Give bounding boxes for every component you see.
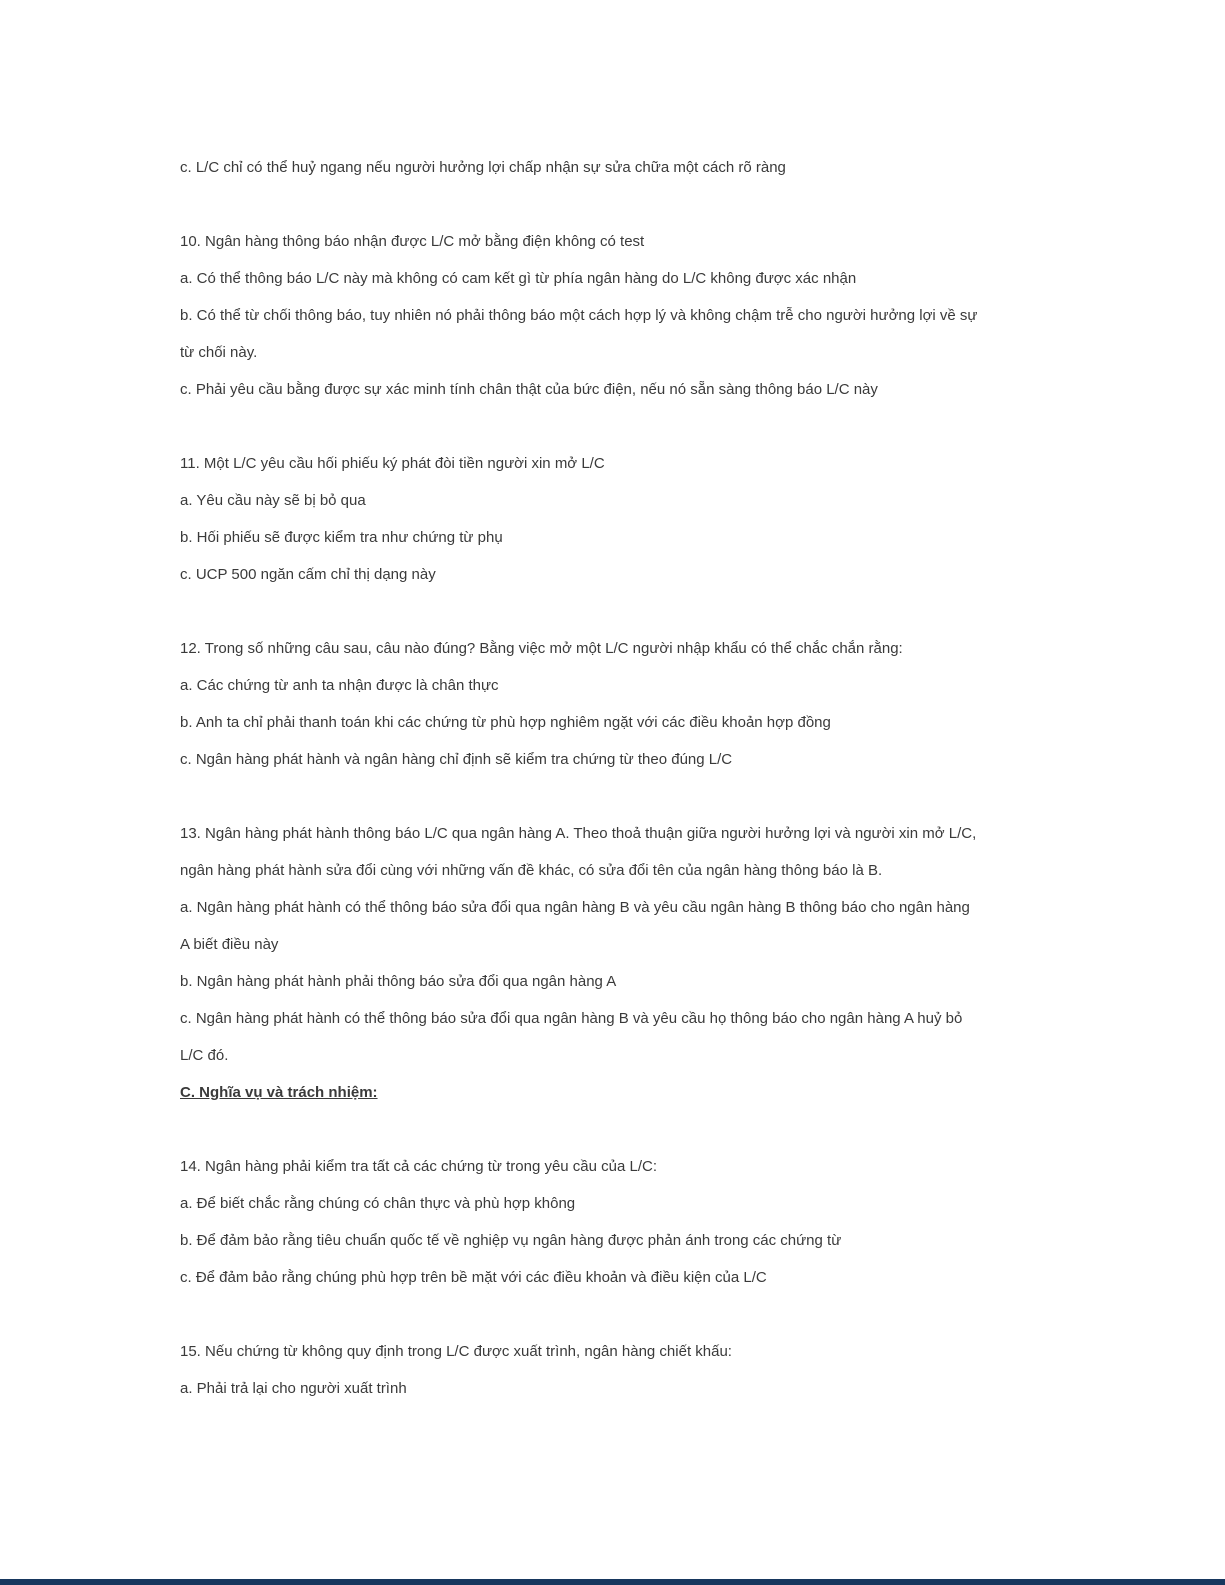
text-line: 15. Nếu chứng từ không quy định trong L/C được xuất trình, ngân hàng chiết khấu:	[180, 1343, 732, 1360]
text-line: c. Phải yêu cầu bằng được sự xác minh tính chân thật của bức điện, nếu nó sẵn sàng thông báo L/C này	[180, 381, 878, 398]
text-line: a. Các chứng từ anh ta nhận được là chân thực	[180, 677, 499, 694]
text-line: 10. Ngân hàng thông báo nhận được L/C mở bằng điện không có test	[180, 233, 645, 250]
text-line: c. Ngân hàng phát hành và ngân hàng chỉ định sẽ kiểm tra chứng từ theo đúng L/C	[180, 751, 733, 768]
text-line: c. L/C chỉ có thể huỷ ngang nếu người hưởng lợi chấp nhận sự sửa chữa một cách rõ ràng	[180, 159, 786, 176]
text-line: 12. Trong số những câu sau, câu nào đúng? Bằng việc mở một L/C người nhập khẩu có thể chắc chắn rằng:	[180, 640, 903, 657]
text-line: b. Anh ta chỉ phải thanh toán khi các chứng từ phù hợp nghiêm ngặt với các điều khoản hợp đồng	[180, 714, 831, 731]
text-line: a. Ngân hàng phát hành có thể thông báo sửa đổi qua ngân hàng B và yêu cầu ngân hàng B thông báo cho ngân hàng	[180, 899, 970, 916]
text-line: từ chối này.	[180, 344, 258, 361]
text-line: a. Để biết chắc rằng chúng có chân thực và phù hợp không	[180, 1195, 576, 1212]
text-line: A biết điều này	[180, 936, 279, 953]
text-line: a. Yêu cầu này sẽ bị bỏ qua	[180, 492, 366, 509]
document-text	[180, 149, 1060, 1444]
text-line: a. Phải trả lại cho người xuất trình	[180, 1380, 407, 1397]
text-line: b. Hối phiếu sẽ được kiểm tra như chứng từ phụ	[180, 529, 503, 546]
question-block	[180, 149, 1060, 186]
text-line: ngân hàng phát hành sửa đổi cùng với những vấn đề khác, có sửa đổi tên của ngân hàng thông báo là B.	[180, 862, 883, 879]
question-block	[180, 815, 1060, 1111]
question-block	[180, 1148, 1060, 1296]
question-block	[180, 630, 1060, 778]
text-line: c. UCP 500 ngăn cấm chỉ thị dạng này	[180, 566, 436, 583]
text-line: b. Ngân hàng phát hành phải thông báo sửa đổi qua ngân hàng A	[180, 973, 617, 990]
question-block	[180, 223, 1060, 408]
question-block	[180, 445, 1060, 593]
footer-bar	[0, 1579, 1225, 1585]
text-line: c. Để đảm bảo rằng chúng phù hợp trên bề mặt với các điều khoản và điều kiện của L/C	[180, 1269, 767, 1286]
text-line: c. Ngân hàng phát hành có thể thông báo sửa đổi qua ngân hàng B và yêu cầu họ thông báo cho ngân hàng A huỷ bỏ	[180, 1010, 963, 1027]
text-line: a. Có thể thông báo L/C này mà không có cam kết gì từ phía ngân hàng do L/C không được xác nhận	[180, 270, 857, 287]
section-heading: C. Nghĩa vụ và trách nhiệm:	[180, 1084, 378, 1101]
text-line: b. Để đảm bảo rằng tiêu chuẩn quốc tế về nghiệp vụ ngân hàng được phản ánh trong các chứng từ	[180, 1232, 842, 1249]
text-line: 13. Ngân hàng phát hành thông báo L/C qua ngân hàng A. Theo thoả thuận giữa người hưởng lợi và người xin mở L/C,	[180, 825, 977, 842]
text-line: b. Có thể từ chối thông báo, tuy nhiên nó phải thông báo một cách hợp lý và không chậm trễ cho người hưởng lợi về sự	[180, 307, 978, 324]
question-block	[180, 1333, 1060, 1407]
text-line: L/C đó.	[180, 1047, 229, 1064]
text-line: 11. Một L/C yêu cầu hối phiếu ký phát đòi tiền người xin mở L/C	[180, 455, 605, 472]
text-line: 14. Ngân hàng phải kiểm tra tất cả các chứng từ trong yêu cầu của L/C:	[180, 1158, 658, 1175]
